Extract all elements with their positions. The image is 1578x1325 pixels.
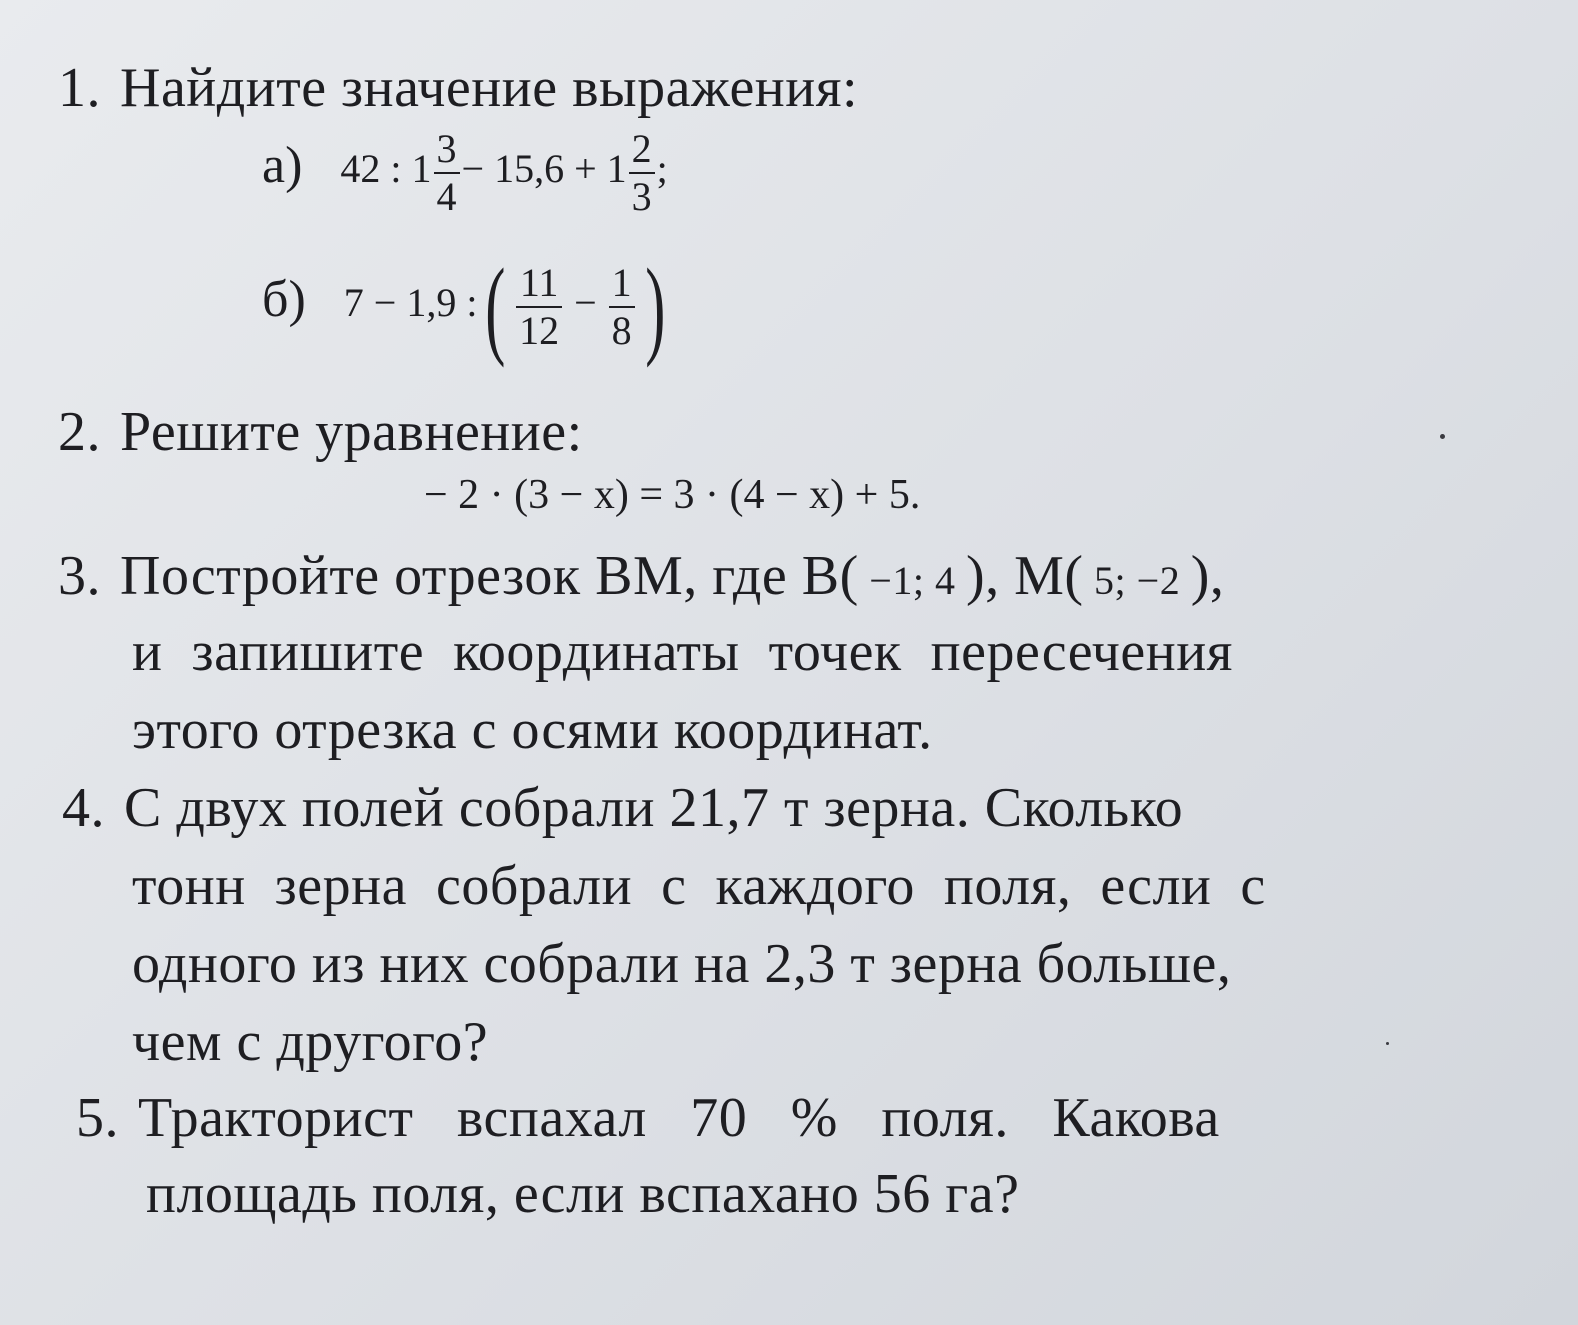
fraction-denominator: 12: [519, 308, 560, 353]
point-b-coordinates: −1; 4: [858, 558, 966, 603]
task1-a-expression: [262, 128, 668, 218]
speck-mark: [1386, 1042, 1389, 1045]
task2-equation: − 2 · (3 − x) = 3 · (4 − x) + 5.: [424, 472, 921, 518]
task1-b-fraction2: [609, 262, 635, 352]
task4-line3: одного из них собрали на 2,3 т зерна больше,: [132, 933, 1232, 995]
task1-b-expression: [262, 246, 673, 368]
task5-text-1: Тракторист вспахал 70 % поля. Какова: [138, 1087, 1220, 1149]
right-parenthesis: ): [644, 246, 666, 368]
task1-b-label: б): [262, 271, 306, 329]
task1-b-part1: 7 − 1,9 :: [343, 280, 478, 326]
task5-line1: [76, 1087, 1220, 1149]
task2-title: Решите уравнение:: [120, 401, 583, 463]
point-m-coordinates: 5; −2: [1083, 558, 1191, 603]
task2-heading: [58, 401, 583, 463]
fraction-numerator: 1: [611, 260, 632, 305]
fraction-numerator: 3: [436, 126, 457, 171]
task3-line2: и запишите координаты точек пересечения: [132, 621, 1233, 683]
task3-text-end: ),: [1190, 545, 1225, 607]
left-parenthesis: (: [485, 246, 506, 368]
task1-a-part2: − 15,6 + 1: [461, 146, 627, 192]
task1-a-fraction1: [434, 128, 460, 218]
task3-number: 3.: [58, 545, 101, 607]
task4-line4: чем с другого?: [132, 1011, 489, 1073]
task1-b-fraction1: [516, 262, 562, 352]
task1-number: 1.: [58, 57, 101, 119]
task3-text-mid: ), M(: [965, 545, 1084, 607]
task1-a-fraction2: [629, 128, 655, 218]
fraction-denominator: 4: [436, 174, 457, 219]
task4-text-1: С двух полей собрали 21,7 т зерна. Сколько: [124, 777, 1184, 839]
task4-number: 4.: [62, 777, 105, 839]
speck-mark: [1440, 434, 1445, 439]
fraction-denominator: 3: [631, 174, 652, 219]
task4-line1: [62, 777, 1184, 839]
task5-line2: площадь поля, если вспахано 56 га?: [146, 1163, 1020, 1225]
task1-heading: [58, 57, 859, 119]
task1-a-end: ;: [656, 146, 668, 192]
task3-text-start: Постройте отрезок BM, где B(: [120, 545, 859, 607]
fraction-numerator: 2: [631, 126, 652, 171]
task3-line3: этого отрезка с осями координат.: [132, 699, 933, 761]
task1-a-label: а): [262, 137, 303, 195]
task1-a-part1: 42 : 1: [340, 146, 432, 192]
task4-line2: тонн зерна собрали с каждого поля, если с: [132, 855, 1266, 917]
fraction-numerator: 11: [519, 260, 559, 305]
task2-number: 2.: [58, 401, 101, 463]
task5-number: 5.: [76, 1087, 119, 1149]
fraction-denominator: 8: [611, 308, 632, 353]
task3-line1: [58, 545, 1225, 607]
task1-title: Найдите значение выражения:: [120, 57, 859, 119]
task1-b-minus: −: [574, 280, 597, 326]
